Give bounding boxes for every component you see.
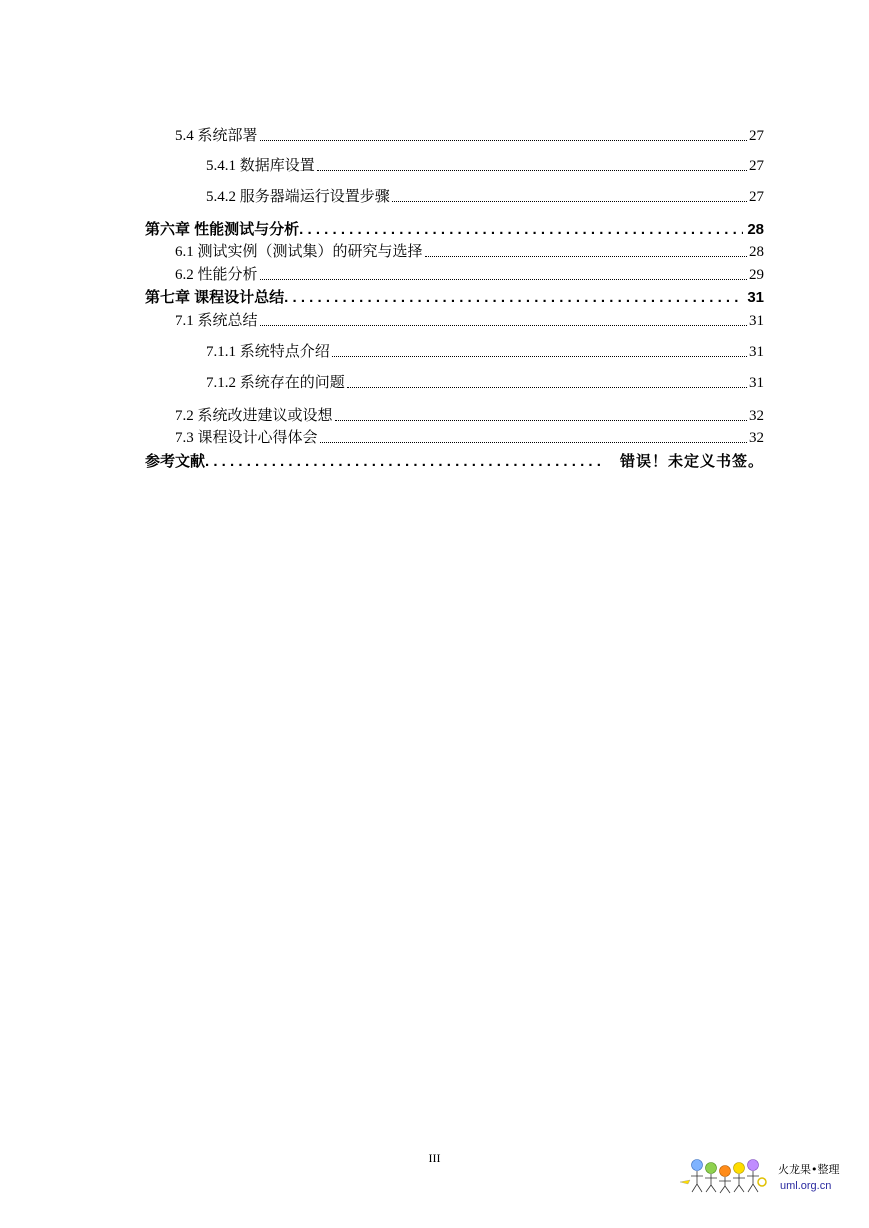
toc-label: 第七章 课程设计总结 [145,289,285,306]
logo-dot-3 [720,1166,731,1177]
dot-leader [347,386,747,388]
toc-label: 5.4 系统部署 [175,128,258,144]
dot-leader [205,453,606,471]
dot-leader [299,221,743,239]
toc-page-number: 28 [749,244,764,260]
toc-label: 第六章 性能测试与分析 [145,221,300,238]
toc-entry-7-1[interactable] [175,312,764,330]
dot-leader [425,255,747,257]
toc-entry-7-1-1[interactable] [206,343,764,361]
toc-entry-5-4-2[interactable] [206,188,764,206]
dot-leader [320,441,747,443]
toc-page-number: 27 [749,189,764,205]
toc-label: 7.1.2 系统存在的问题 [206,375,345,391]
toc-page-number: 31 [749,313,764,329]
toc-entry-7-3[interactable] [175,429,764,447]
dot-leader [335,419,747,421]
toc-page-number: 27 [749,128,764,144]
dot-leader [260,139,747,141]
toc-label: 7.2 系统改进建议或设想 [175,408,333,424]
toc-entry-7-1-2[interactable] [206,374,764,392]
logo-text: 火龙果•整理 [778,1163,840,1176]
toc-page-number: 29 [749,267,764,283]
toc-entry-chapter-7[interactable] [145,289,764,307]
logo-url[interactable]: uml.org.cn [780,1180,832,1192]
toc-page-number: 32 [749,430,764,446]
dot-leader [284,289,743,307]
toc-entry-7-2[interactable] [175,407,764,425]
toc-label: 参考文献 [145,453,206,470]
toc-entry-5-4-1[interactable] [206,157,764,175]
logo-dot-5 [748,1160,759,1171]
dot-leader [392,200,747,202]
toc-page-number: 28 [747,221,764,238]
toc-label: 6.1 测试实例（测试集）的研究与选择 [175,244,423,260]
toc-label: 7.3 课程设计心得体会 [175,430,318,446]
toc-page-number: 31 [749,344,764,360]
toc-label: 7.1 系统总结 [175,313,258,329]
toc-label: 6.2 性能分析 [175,267,258,283]
dot-leader [260,278,747,280]
toc-entry-chapter-6[interactable] [145,221,764,239]
toc-entry-references[interactable] [145,452,764,471]
logo-dot-2 [706,1163,717,1174]
dot-leader [332,355,747,357]
toc-page-number: 31 [747,289,764,306]
logo-dot-4 [734,1163,745,1174]
toc-page-number: 31 [749,375,764,391]
toc-label: 7.1.1 系统特点介绍 [206,344,330,360]
toc-entry-5-4[interactable] [175,127,764,145]
dot-leader [317,169,747,171]
toc-page-number: 32 [749,408,764,424]
toc-error-message: 错误！未定义书签。 [619,452,764,470]
logo-swoosh [680,1180,690,1184]
toc-entry-6-2[interactable] [175,266,764,284]
logo-dot-1 [692,1160,703,1171]
toc-page-number: 27 [749,158,764,174]
toc-label: 5.4.2 服务器端运行设置步骤 [206,189,390,205]
dot-leader [260,324,747,326]
page-number: III [428,1151,441,1165]
logo-ring [758,1178,766,1186]
toc-entry-6-1[interactable] [175,243,764,261]
toc-label: 5.4.1 数据库设置 [206,158,315,174]
